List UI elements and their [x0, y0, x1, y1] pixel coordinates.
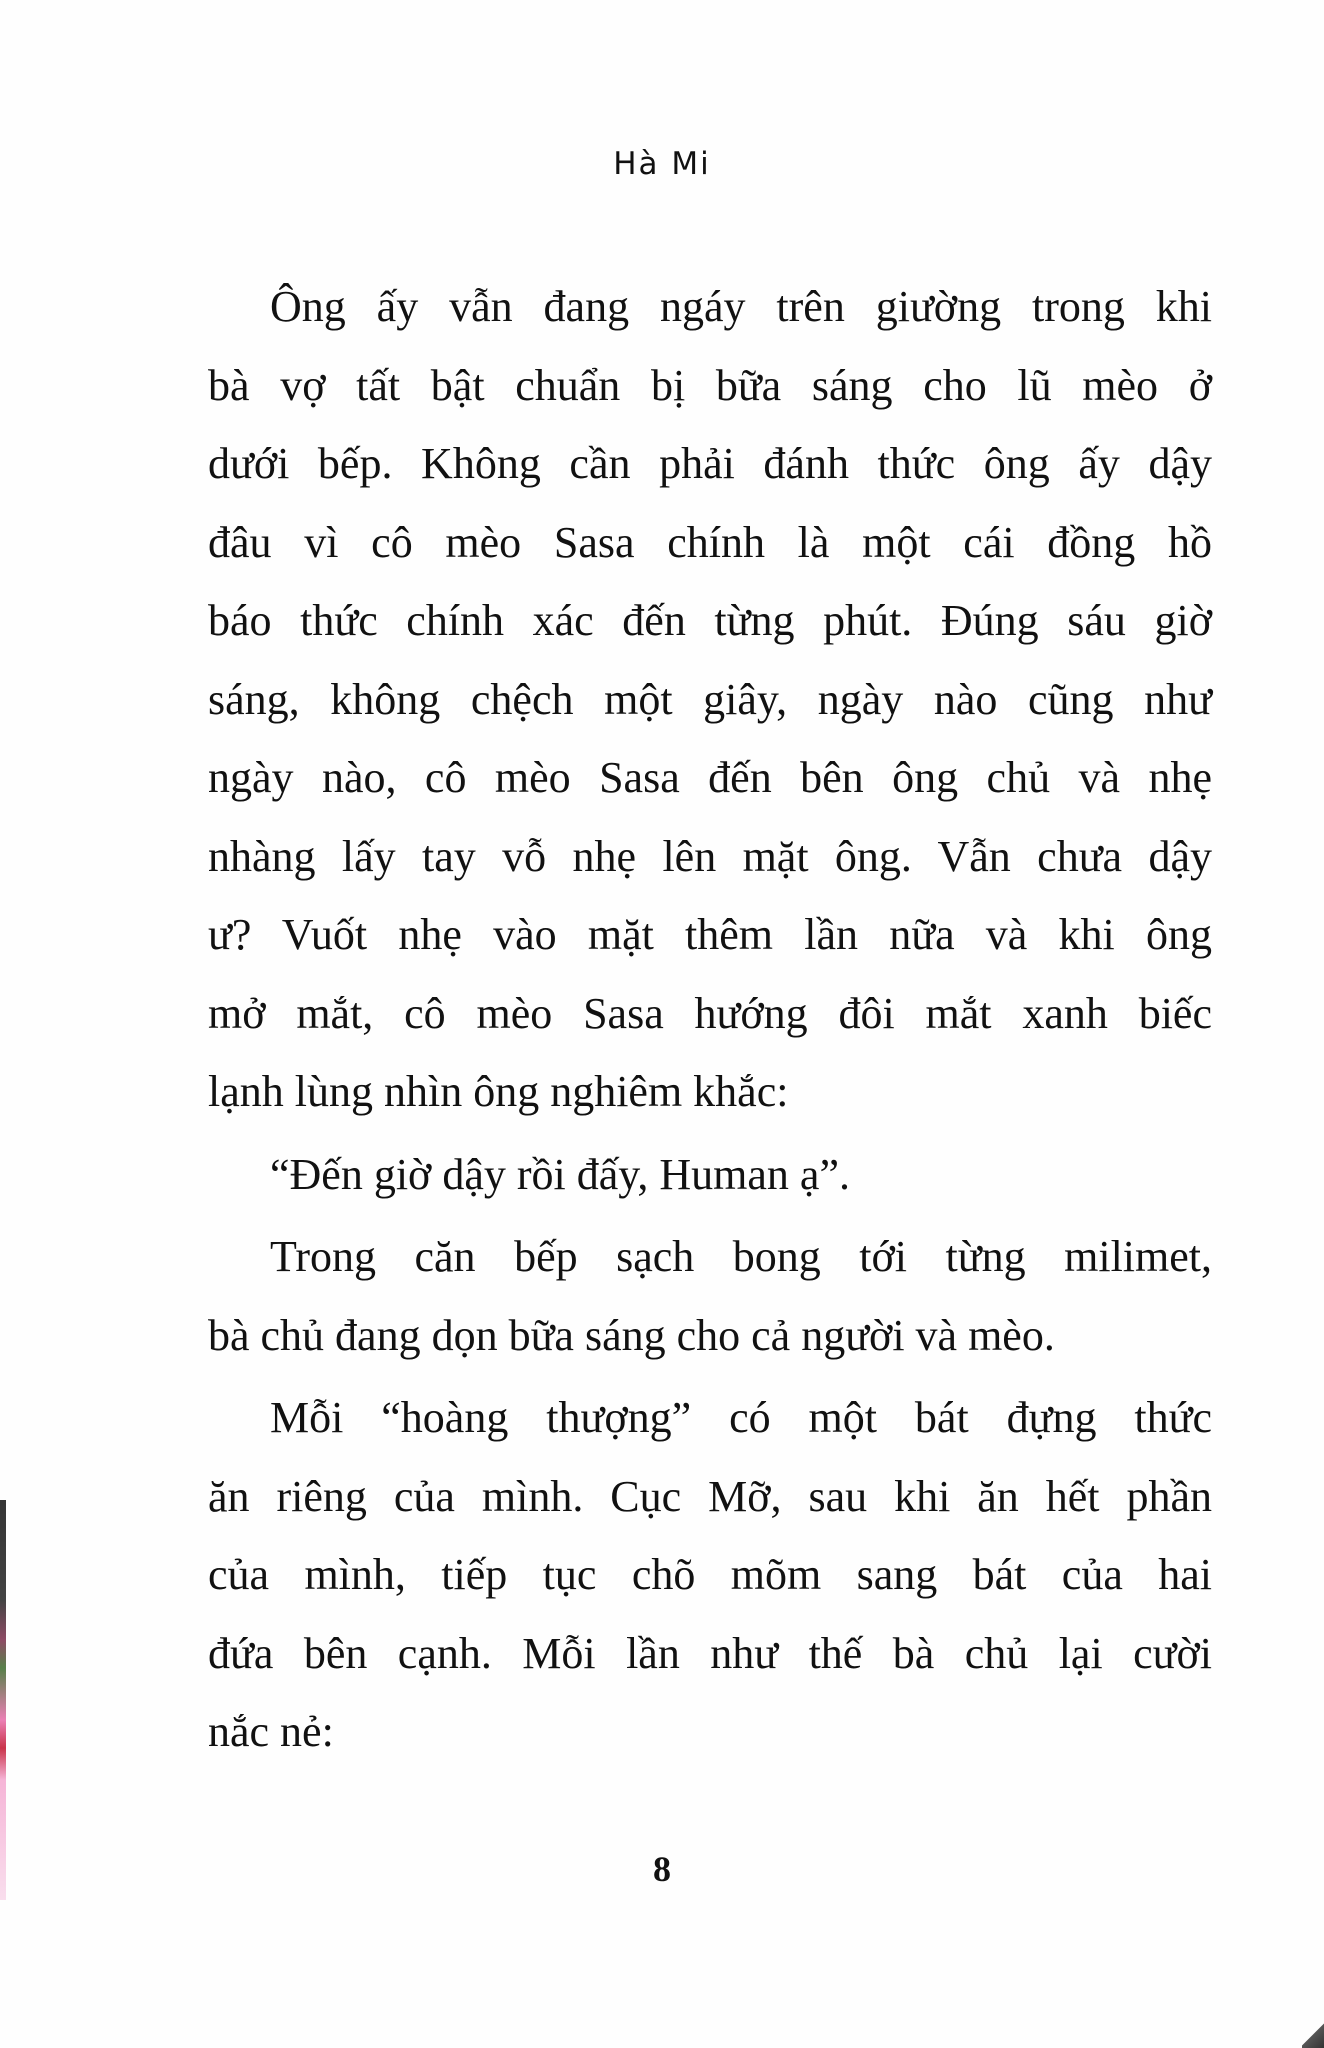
text-line: đứa bên cạnh. Mỗi lần như thế bà chủ lại cười	[208, 1628, 1212, 1678]
text-line: bà vợ tất bật chuẩn bị bữa sáng cho lũ mèo ở	[208, 360, 1212, 410]
running-header-author: Hà Mi	[613, 146, 711, 182]
text-line: Trong căn bếp sạch bong tới từng milimet,	[270, 1232, 1212, 1281]
paragraph-4	[208, 1379, 1212, 1772]
text-line: “Đến giờ dậy rồi đấy, Human ạ”.	[270, 1149, 850, 1199]
paragraph-2-dialogue	[208, 1136, 1212, 1215]
text-line: bà chủ đang dọn bữa sáng cho cả người và mèo.	[208, 1310, 1055, 1360]
text-line: Mỗi “hoàng thượng” có một bát đựng thức	[270, 1393, 1212, 1442]
text-line: nắc nẻ:	[208, 1707, 334, 1756]
paragraph-1	[208, 268, 1212, 1132]
text-line: ư? Vuốt nhẹ vào mặt thêm lần nữa và khi ông	[208, 910, 1212, 959]
page-number: 8	[653, 1849, 671, 1889]
text-line: dưới bếp. Không cần phải đánh thức ông ấy dậy	[208, 439, 1212, 488]
text-line: ăn riêng của mình. Cục Mỡ, sau khi ăn hết phần	[208, 1471, 1212, 1521]
body-text	[208, 268, 1212, 1772]
text-line: mở mắt, cô mèo Sasa hướng đôi mắt xanh biếc	[208, 988, 1212, 1038]
text-line: báo thức chính xác đến từng phút. Đúng sáu giờ	[208, 596, 1212, 645]
paragraph-3	[208, 1218, 1212, 1375]
text-line: của mình, tiếp tục chõ mõm sang bát của hai	[208, 1550, 1212, 1599]
text-line: đâu vì cô mèo Sasa chính là một cái đồng hồ	[208, 517, 1212, 567]
text-line: nhàng lấy tay vỗ nhẹ lên mặt ông. Vẫn chưa dậy	[208, 831, 1212, 881]
text-line: ngày nào, cô mèo Sasa đến bên ông chủ và nhẹ	[208, 753, 1212, 802]
adjacent-page-edge	[0, 1500, 6, 1900]
text-line: Ông ấy vẫn đang ngáy trên giường trong khi	[270, 282, 1212, 331]
text-line: sáng, không chệch một giây, ngày nào cũng như	[208, 674, 1212, 724]
page-corner-shadow	[1302, 2020, 1324, 2048]
text-line: lạnh lùng nhìn ông nghiêm khắc:	[208, 1067, 789, 1116]
